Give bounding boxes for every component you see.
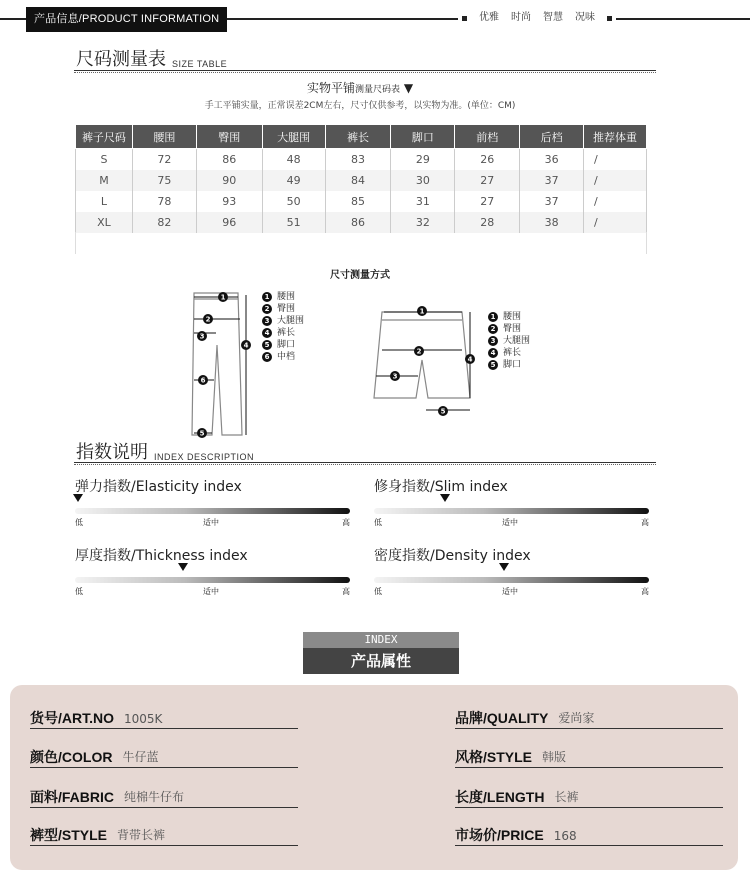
scale-low: 低 <box>75 587 83 596</box>
index-title-cn: 指数说明 <box>76 442 148 463</box>
legend-label: 臀围 <box>277 304 296 314</box>
table-row <box>76 191 647 212</box>
size-section-title <box>76 45 227 71</box>
scale-low: 低 <box>374 518 382 527</box>
index-scale <box>75 586 350 598</box>
table-cell: 85 <box>325 191 391 212</box>
marker-2-label: 2 <box>205 315 211 324</box>
legend-item <box>488 323 530 335</box>
legend-item <box>262 291 304 303</box>
table-cell: 96 <box>196 212 262 233</box>
legend-item <box>488 359 530 371</box>
attribute-value: 韩版 <box>542 750 567 764</box>
legend-label: 大腿围 <box>503 336 531 346</box>
attribute-key: 面料/FABRIC <box>30 789 114 805</box>
attribute-value: 1005K <box>124 712 163 726</box>
index-item <box>75 476 350 529</box>
legend-item <box>262 315 304 327</box>
table-cell: S <box>76 149 133 170</box>
table-row <box>76 170 647 191</box>
attribute-key: 风格/STYLE <box>455 749 533 765</box>
table-cell: 49 <box>262 170 325 191</box>
size-note: 手工平铺实量，正常误差2CM左右，尺寸仅供参考，以实物为准。(单位：CM) <box>204 101 516 111</box>
legend-item <box>488 311 530 323</box>
table-cell: 26 <box>455 149 520 170</box>
marker-5-label: 5 <box>440 407 446 416</box>
legend-label: 中档 <box>277 352 296 362</box>
number-badge-icon: 1 <box>488 312 498 322</box>
table-cell: 50 <box>262 191 325 212</box>
table-cell: / <box>584 170 647 191</box>
table-cell: 38 <box>520 212 584 233</box>
pants-outline <box>192 293 242 435</box>
table-row <box>76 212 647 233</box>
index-marker-icon <box>73 494 83 502</box>
attribute-key: 长度/LENGTH <box>455 789 545 805</box>
subtitle-main: 实物平铺 <box>306 81 355 95</box>
attribute-value: 背带长裤 <box>117 828 166 842</box>
attribute-key: 颜色/COLOR <box>30 749 113 765</box>
table-cell: 31 <box>391 191 455 212</box>
size-table <box>75 124 647 233</box>
number-badge-icon: 3 <box>488 336 498 346</box>
column-header: 后档 <box>520 125 584 149</box>
attribute-key: 品牌/QUALITY <box>455 710 549 726</box>
table-cell: 83 <box>325 149 391 170</box>
pants-diagram <box>180 285 260 445</box>
attribute-row <box>455 742 723 768</box>
product-info-tag: 产品信息/PRODUCT INFORMATION <box>26 7 227 32</box>
index-scale <box>374 586 649 598</box>
shorts-legend <box>488 311 530 371</box>
attribute-value: 长裤 <box>554 790 579 804</box>
column-header: 推荐体重 <box>584 125 647 149</box>
attribute-value: 纯棉牛仔布 <box>124 790 185 804</box>
column-header: 脚口 <box>391 125 455 149</box>
table-cell: 36 <box>520 149 584 170</box>
shorts-diagram <box>370 300 480 420</box>
scale-high: 高 <box>641 587 649 596</box>
index-gradient-bar <box>75 508 350 514</box>
table-cell: 37 <box>520 170 584 191</box>
attributes-banner <box>303 632 459 674</box>
index-item <box>75 545 350 598</box>
table-cell: / <box>584 149 647 170</box>
index-gradient-bar <box>75 577 350 583</box>
section-rule <box>74 70 656 73</box>
marker-3-label: 3 <box>392 372 398 381</box>
number-badge-icon: 3 <box>262 316 272 326</box>
table-cell: / <box>584 191 647 212</box>
column-header: 前档 <box>455 125 520 149</box>
size-title-en: SIZE TABLE <box>172 59 228 69</box>
square-icon <box>607 16 612 21</box>
attribute-key: 货号/ART.NO <box>30 710 114 726</box>
attribute-value: 爱尚家 <box>558 711 595 725</box>
table-cell: 51 <box>262 212 325 233</box>
measure-title: 尺寸测量方式 <box>330 270 390 281</box>
section-rule <box>74 462 656 465</box>
marker-5-label: 5 <box>199 429 205 438</box>
banner-cn: 产品属性 <box>350 652 411 670</box>
legend-item <box>262 303 304 315</box>
table-cell: / <box>584 212 647 233</box>
number-badge-icon: 4 <box>488 348 498 358</box>
scale-high: 高 <box>641 518 649 527</box>
scale-mid: 适中 <box>203 518 219 527</box>
size-table-header <box>76 125 647 149</box>
table-cell: 27 <box>455 191 520 212</box>
attribute-key: 市场价/PRICE <box>455 827 544 843</box>
size-subtitle <box>0 79 720 96</box>
marker-2-label: 2 <box>416 347 422 356</box>
table-cell: 32 <box>391 212 455 233</box>
marker-3-label: 3 <box>199 332 205 341</box>
table-cell: 78 <box>132 191 196 212</box>
index-item <box>374 476 649 529</box>
table-cell: 27 <box>455 170 520 191</box>
scale-mid: 适中 <box>502 518 518 527</box>
index-scale <box>75 517 350 529</box>
legend-label: 腰围 <box>277 292 296 302</box>
table-cell: 86 <box>325 212 391 233</box>
table-cell: 37 <box>520 191 584 212</box>
index-label: 修身指数/Slim index <box>374 479 508 495</box>
attribute-row <box>30 703 298 729</box>
number-badge-icon: 5 <box>262 340 272 350</box>
table-row <box>76 149 647 170</box>
table-cell: 90 <box>196 170 262 191</box>
number-badge-icon: 1 <box>262 292 272 302</box>
attribute-value: 牛仔蓝 <box>122 750 159 764</box>
table-cell: 48 <box>262 149 325 170</box>
attribute-row <box>30 820 298 846</box>
scale-low: 低 <box>374 587 382 596</box>
scale-mid: 适中 <box>502 587 518 596</box>
table-cell: XL <box>76 212 133 233</box>
legend-item <box>262 351 304 363</box>
table-cell: 86 <box>196 149 262 170</box>
index-label: 弹力指数/Elasticity index <box>75 479 242 495</box>
legend-label: 脚口 <box>277 340 296 350</box>
table-tail <box>75 232 647 254</box>
legend-item <box>262 339 304 351</box>
column-header: 臀围 <box>196 125 262 149</box>
table-cell: 93 <box>196 191 262 212</box>
index-marker-icon <box>178 563 188 571</box>
attribute-value: 168 <box>553 829 577 843</box>
legend-label: 大腿围 <box>277 316 305 326</box>
number-badge-icon: 2 <box>488 324 498 334</box>
index-title-en: INDEX DESCRIPTION <box>154 452 255 462</box>
index-gradient-bar <box>374 508 649 514</box>
number-badge-icon: 6 <box>262 352 272 362</box>
column-header: 腰围 <box>132 125 196 149</box>
size-title-cn: 尺码测量表 <box>76 49 166 70</box>
menu-item: 时尚 <box>511 12 531 23</box>
table-cell: 84 <box>325 170 391 191</box>
index-scale <box>374 517 649 529</box>
down-arrow-icon: ▼ <box>403 81 414 95</box>
index-marker-icon <box>499 563 509 571</box>
marker-4-label: 4 <box>467 355 473 364</box>
scale-mid: 适中 <box>203 587 219 596</box>
legend-item <box>262 327 304 339</box>
banner-en: INDEX <box>364 633 398 646</box>
subtitle-small: 测量尺码表 <box>354 85 400 95</box>
scale-low: 低 <box>75 518 83 527</box>
index-label: 密度指数/Density index <box>374 548 531 564</box>
table-cell: 29 <box>391 149 455 170</box>
legend-label: 臀围 <box>503 324 522 334</box>
legend-item <box>488 335 530 347</box>
marker-6-label: 6 <box>200 376 206 385</box>
number-badge-icon: 2 <box>262 304 272 314</box>
marker-1-label: 1 <box>220 293 226 302</box>
menu-item: 智慧 <box>543 12 563 23</box>
menu-item: 况味 <box>575 12 595 23</box>
index-label: 厚度指数/Thickness index <box>75 548 248 564</box>
table-cell: L <box>76 191 133 212</box>
attribute-row <box>455 820 723 846</box>
table-cell: M <box>76 170 133 191</box>
attribute-row <box>30 782 298 808</box>
attribute-key: 裤型/STYLE <box>30 827 108 843</box>
scale-high: 高 <box>342 518 350 527</box>
table-cell: 72 <box>132 149 196 170</box>
attribute-row <box>455 782 723 808</box>
column-header: 大腿围 <box>262 125 325 149</box>
table-cell: 28 <box>455 212 520 233</box>
index-marker-icon <box>440 494 450 502</box>
legend-label: 脚口 <box>503 360 522 370</box>
scale-high: 高 <box>342 587 350 596</box>
header-menu <box>458 10 616 26</box>
number-badge-icon: 4 <box>262 328 272 338</box>
table-cell: 75 <box>132 170 196 191</box>
index-gradient-bar <box>374 577 649 583</box>
index-item <box>374 545 649 598</box>
square-icon <box>462 16 467 21</box>
attribute-row <box>455 703 723 729</box>
attribute-row <box>30 742 298 768</box>
column-header: 裤长 <box>325 125 391 149</box>
index-section-title <box>76 438 254 464</box>
column-header: 裤子尺码 <box>76 125 133 149</box>
marker-4-label: 4 <box>243 341 249 350</box>
legend-item <box>488 347 530 359</box>
number-badge-icon: 5 <box>488 360 498 370</box>
pants-legend <box>262 291 304 363</box>
legend-label: 裤长 <box>277 328 296 338</box>
table-cell: 82 <box>132 212 196 233</box>
legend-label: 腰围 <box>503 312 522 322</box>
legend-label: 裤长 <box>503 348 522 358</box>
menu-item: 优雅 <box>479 12 499 23</box>
table-cell: 30 <box>391 170 455 191</box>
marker-1-label: 1 <box>419 307 425 316</box>
